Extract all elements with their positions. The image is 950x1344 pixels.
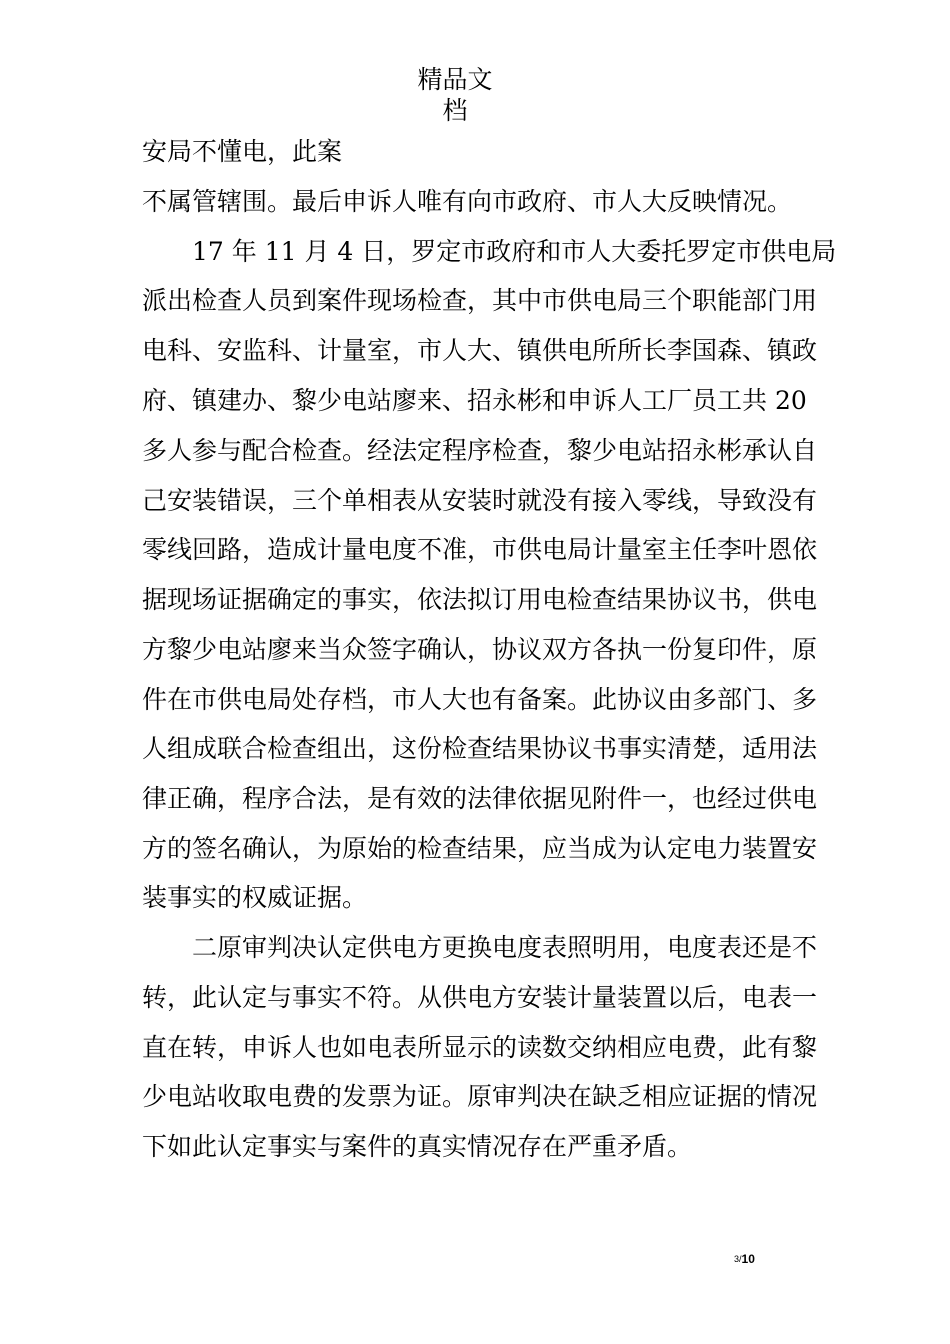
body-text-line: 据现场证据确定的事实，依法拟订用电检查结果协议书，供电	[142, 585, 818, 614]
body-text-line: 方黎少电站廖来当众签字确认，协议双方各执一份复印件，原	[142, 635, 818, 664]
body-text-line: 电科、安监科、计量室，市人大、镇供电所所长李国森、镇政	[142, 336, 818, 365]
body-text-line: 多人参与配合检查。经法定程序检查，黎少电站招永彬承认自	[142, 436, 818, 465]
body-text-line: 派出检查人员到案件现场检查，其中市供电局三个职能部门用	[142, 286, 818, 315]
body-text-line: 直在转，申诉人也如电表所显示的读数交纳相应电费，此有黎	[142, 1033, 818, 1062]
header-line-1: 精品文	[417, 65, 493, 94]
body-text-line: 律正确，程序合法，是有效的法律依据见附件一，也经过供电	[142, 784, 818, 813]
body-text-line: 人组成联合检查组出，这份检查结果协议书事实清楚，适用法	[142, 734, 818, 763]
page-header	[400, 64, 510, 126]
body-text-line: 转，此认定与事实不符。从供电方安装计量装置以后，电表一	[142, 983, 818, 1012]
body-text-line: 少电站收取电费的发票为证。原审判决在缺乏相应证据的情况	[142, 1082, 818, 1111]
body-text-line: 零线回路，造成计量电度不准，市供电局计量室主任李叶恩依	[142, 535, 818, 564]
body-text-line: 件在市供电局处存档，市人大也有备案。此协议由多部门、多	[142, 685, 818, 714]
body-text-line: 方的签名确认，为原始的检查结果，应当成为认定电力装置安	[142, 834, 818, 863]
body-text-line: 二原审判决认定供电方更换电度表照明用，电度表还是不	[142, 933, 818, 962]
body-text-line: 府、镇建办、黎少电站廖来、招永彬和申诉人工厂员工共 20	[142, 386, 807, 415]
body-text-line: 不属管辖围。最后申诉人唯有向市政府、市人大反映情况。	[142, 187, 793, 216]
page-number	[734, 1252, 755, 1267]
body-text-line: 装事实的权威证据。	[142, 883, 368, 912]
header-line-2: 档	[442, 96, 468, 125]
page-number-current: 3/	[734, 1254, 742, 1264]
page-number-total: 10	[741, 1252, 755, 1266]
body-text-line: 下如此认定事实与案件的真实情况存在严重矛盾。	[142, 1132, 693, 1161]
body-text-line: 安局不懂电，此案	[142, 137, 343, 166]
body-text-line: 己安装错误，三个单相表从安装时就没有接入零线，导致没有	[142, 486, 818, 515]
body-text-line: 17 年 11 月 4 日，罗定市政府和市人大委托罗定市供电局	[142, 237, 837, 266]
